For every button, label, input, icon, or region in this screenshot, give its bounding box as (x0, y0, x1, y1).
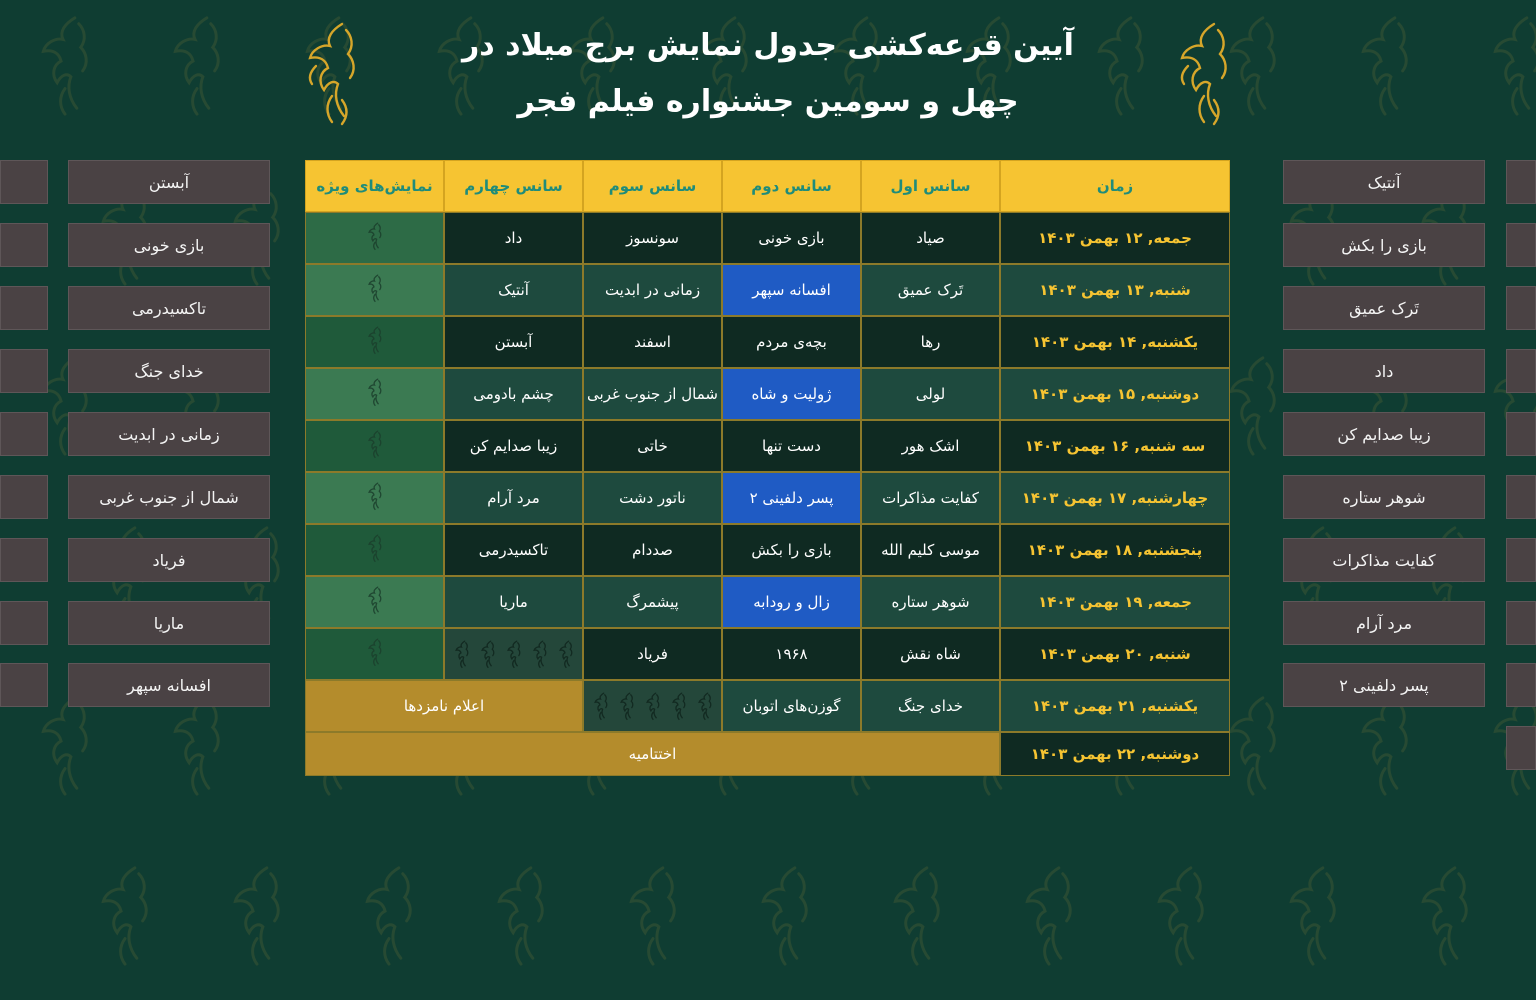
left-film-button[interactable]: افسانه سپهر (68, 663, 270, 707)
special-slot[interactable] (305, 264, 444, 316)
left-stub (0, 412, 48, 456)
special-slot[interactable] (305, 576, 444, 628)
left-film-button[interactable]: شمال از جنوب غربی (68, 475, 270, 519)
film-cell-highlighted[interactable]: پسر دلفینی ۲ (722, 472, 861, 524)
right-film-button[interactable]: کفایت مذاکرات (1283, 538, 1485, 582)
simorgh-mark-icon (152, 10, 242, 120)
simorgh-mark-icon (364, 585, 386, 615)
right-stub (1506, 160, 1536, 204)
pattern-slot (583, 680, 722, 732)
simorgh-mark-icon (555, 639, 577, 669)
left-stub (0, 160, 48, 204)
simorgh-mark-icon (364, 637, 386, 667)
simorgh-mark-icon (1340, 10, 1430, 120)
date-cell: جمعه, ۱۹ بهمن ۱۴۰۳ (1000, 576, 1230, 628)
simorgh-mark-icon (364, 429, 386, 459)
film-cell[interactable]: اسفند (583, 316, 722, 368)
simorgh-mark-icon (477, 639, 499, 669)
simorgh-mark-icon (616, 691, 638, 721)
right-film-button[interactable]: شوهر ستاره (1283, 475, 1485, 519)
film-cell[interactable]: چشم بادومی (444, 368, 583, 420)
simorgh-mark-icon (642, 691, 664, 721)
right-film-button[interactable]: مرد آرام (1283, 601, 1485, 645)
simorgh-mark-icon (80, 860, 170, 970)
simorgh-logo-left (302, 16, 362, 128)
date-cell: شنبه, ۲۰ بهمن ۱۴۰۳ (1000, 628, 1230, 680)
film-cell[interactable]: گوزن‌های اتوبان (722, 680, 861, 732)
right-film-button[interactable]: بازی را بکش (1283, 223, 1485, 267)
film-cell[interactable]: فریاد (583, 628, 722, 680)
pattern-slot (444, 628, 583, 680)
film-cell[interactable]: ناتور دشت (583, 472, 722, 524)
left-film-button[interactable]: تاکسیدرمی (68, 286, 270, 330)
header-session-2: سانس دوم (722, 160, 861, 212)
film-cell[interactable]: بازی خونی (722, 212, 861, 264)
special-slot[interactable] (305, 316, 444, 368)
simorgh-mark-icon (694, 691, 716, 721)
simorgh-mark-icon (503, 639, 525, 669)
date-cell: یکشنبه, ۱۴ بهمن ۱۴۰۳ (1000, 316, 1230, 368)
simorgh-mark-icon (364, 221, 386, 251)
film-cell-highlighted[interactable]: ژولیت و شاه (722, 368, 861, 420)
simorgh-mark-icon (344, 860, 434, 970)
simorgh-mark-icon (1400, 860, 1490, 970)
film-cell[interactable]: ۱۹۶۸ (722, 628, 861, 680)
film-cell[interactable]: شوهر ستاره (861, 576, 1000, 628)
film-cell[interactable]: آبستن (444, 316, 583, 368)
simorgh-mark-icon (529, 639, 551, 669)
right-film-button[interactable]: زیبا صدایم کن (1283, 412, 1485, 456)
simorgh-mark-icon (1532, 860, 1536, 970)
film-cell[interactable]: تَرک عمیق (861, 264, 1000, 316)
title-line-1: آیین قرعه‌کشی جدول نمایش برج میلاد در (462, 28, 1074, 63)
film-cell[interactable]: شاه نقش (861, 628, 1000, 680)
film-cell[interactable]: رها (861, 316, 1000, 368)
right-film-button[interactable]: داد (1283, 349, 1485, 393)
special-slot[interactable] (305, 524, 444, 576)
date-cell: پنجشنبه, ۱۸ بهمن ۱۴۰۳ (1000, 524, 1230, 576)
simorgh-mark-icon (476, 860, 566, 970)
film-cell-highlighted[interactable]: افسانه سپهر (722, 264, 861, 316)
film-cell[interactable]: موسی کلیم الله (861, 524, 1000, 576)
simorgh-mark-icon (364, 481, 386, 511)
simorgh-mark-icon (364, 325, 386, 355)
film-cell-highlighted[interactable]: زال و رودابه (722, 576, 861, 628)
left-film-button[interactable]: بازی خونی (68, 223, 270, 267)
film-cell[interactable]: ماریا (444, 576, 583, 628)
date-cell: شنبه, ۱۳ بهمن ۱۴۰۳ (1000, 264, 1230, 316)
date-cell: چهارشنبه, ۱۷ بهمن ۱۴۰۳ (1000, 472, 1230, 524)
simorgh-mark-icon (20, 10, 110, 120)
right-stub (1506, 726, 1536, 770)
header-session-3: سانس سوم (583, 160, 722, 212)
film-cell[interactable]: صددام (583, 524, 722, 576)
right-film-button[interactable]: تَرک عمیق (1283, 286, 1485, 330)
date-cell: یکشنبه, ۲۱ بهمن ۱۴۰۳ (1000, 680, 1230, 732)
left-stub (0, 223, 48, 267)
film-cell[interactable]: صیاد (861, 212, 1000, 264)
left-film-button[interactable]: ماریا (68, 601, 270, 645)
simorgh-mark-icon (1136, 860, 1226, 970)
film-cell[interactable]: مرد آرام (444, 472, 583, 524)
closing-ceremony[interactable]: اختتامیه (305, 732, 1000, 776)
simorgh-mark-icon (1268, 860, 1358, 970)
film-cell[interactable]: اشک هور (861, 420, 1000, 472)
film-cell[interactable]: تاکسیدرمی (444, 524, 583, 576)
date-cell: سه شنبه, ۱۶ بهمن ۱۴۰۳ (1000, 420, 1230, 472)
date-cell: دوشنبه, ۱۵ بهمن ۱۴۰۳ (1000, 368, 1230, 420)
right-stub (1506, 601, 1536, 645)
special-slot[interactable] (305, 212, 444, 264)
film-cell[interactable]: کفایت مذاکرات (861, 472, 1000, 524)
film-cell[interactable]: بچه‌ی مردم (722, 316, 861, 368)
simorgh-mark-icon (364, 273, 386, 303)
date-cell: جمعه, ۱۲ بهمن ۱۴۰۳ (1000, 212, 1230, 264)
nominees-announcement[interactable]: اعلام نامزدها (305, 680, 583, 732)
film-cell[interactable]: خاتی (583, 420, 722, 472)
date-cell: دوشنبه, ۲۲ بهمن ۱۴۰۳ (1000, 732, 1230, 776)
special-slot[interactable] (305, 368, 444, 420)
right-stub (1506, 538, 1536, 582)
special-slot[interactable] (305, 420, 444, 472)
film-cell[interactable]: بازی را بکش (722, 524, 861, 576)
simorgh-mark-icon (1472, 10, 1536, 120)
simorgh-mark-icon (668, 691, 690, 721)
right-stub (1506, 223, 1536, 267)
page-title (400, 18, 1136, 130)
special-slot[interactable] (305, 472, 444, 524)
simorgh-mark-icon (364, 377, 386, 407)
header-session-1: سانس اول (861, 160, 1000, 212)
right-stub (1506, 286, 1536, 330)
left-stub (0, 663, 48, 707)
title-line-2: چهل و سومین جشنواره فیلم فجر (517, 84, 1019, 119)
right-film-button[interactable]: آنتیک (1283, 160, 1485, 204)
right-film-button[interactable]: پسر دلفینی ۲ (1283, 663, 1485, 707)
simorgh-mark-icon (1004, 860, 1094, 970)
simorgh-mark-icon (608, 860, 698, 970)
special-slot[interactable] (305, 628, 444, 680)
left-film-button[interactable]: زمانی در ابدیت (68, 412, 270, 456)
header-special: نمایش‌های ویژه (305, 160, 444, 212)
film-cell[interactable]: زمانی در ابدیت (583, 264, 722, 316)
simorgh-mark-icon (590, 691, 612, 721)
left-film-button[interactable]: فریاد (68, 538, 270, 582)
left-stub (0, 538, 48, 582)
simorgh-mark-icon (212, 860, 302, 970)
header-time: زمان (1000, 160, 1230, 212)
left-film-button[interactable]: آبستن (68, 160, 270, 204)
simorgh-mark-icon (451, 639, 473, 669)
simorgh-logo-right (1174, 16, 1234, 128)
header-session-4: سانس چهارم (444, 160, 583, 212)
film-cell[interactable]: آنتیک (444, 264, 583, 316)
simorgh-mark-icon (740, 860, 830, 970)
right-stub (1506, 663, 1536, 707)
simorgh-mark-icon (872, 860, 962, 970)
left-stub (0, 475, 48, 519)
left-stub (0, 286, 48, 330)
film-cell[interactable]: پیشمرگ (583, 576, 722, 628)
film-cell[interactable]: دست تنها (722, 420, 861, 472)
schedule-table (305, 160, 1230, 776)
left-stub (0, 601, 48, 645)
film-cell[interactable]: زیبا صدایم کن (444, 420, 583, 472)
film-cell[interactable]: داد (444, 212, 583, 264)
right-stub (1506, 475, 1536, 519)
right-stub (1506, 412, 1536, 456)
film-cell[interactable]: شمال از جنوب غربی (583, 368, 722, 420)
left-stub (0, 349, 48, 393)
right-stub (1506, 349, 1536, 393)
left-film-button[interactable]: خدای جنگ (68, 349, 270, 393)
film-cell[interactable]: خدای جنگ (861, 680, 1000, 732)
film-cell[interactable]: لولی (861, 368, 1000, 420)
simorgh-mark-icon (364, 533, 386, 563)
film-cell[interactable]: سونسوز (583, 212, 722, 264)
